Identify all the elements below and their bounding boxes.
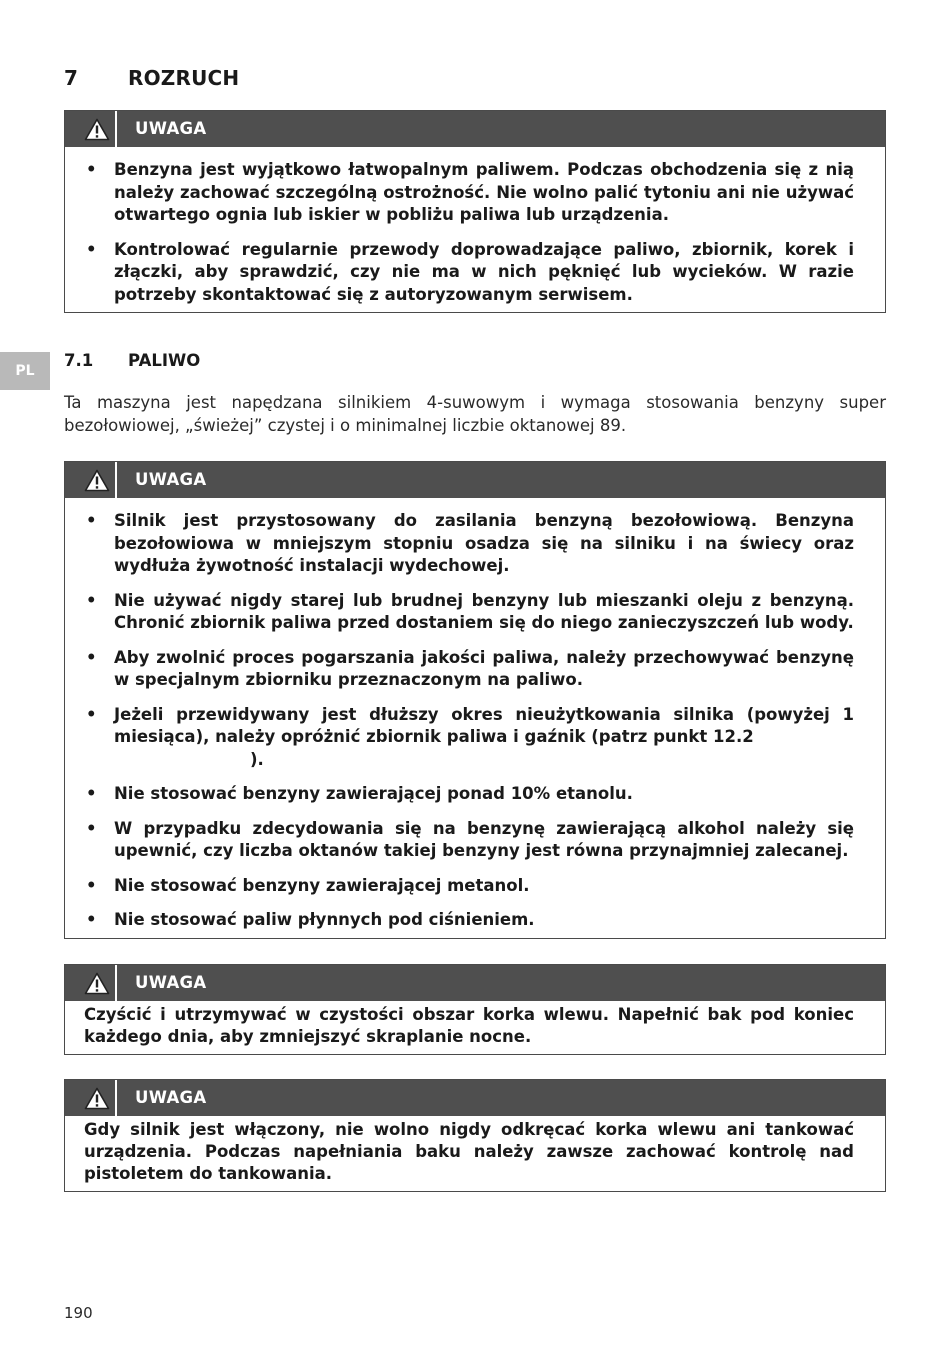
section-number: 7.1 [64, 351, 94, 370]
bullet: • [86, 910, 97, 929]
warning-box-header [65, 1080, 885, 1116]
bullet: • [86, 647, 97, 667]
list-item [84, 875, 854, 898]
warning-title: UWAGA [135, 470, 207, 489]
warning-text: Gdy silnik jest włączony, nie wolno nigdy odkręcać korka wlewu ani tankować urządzenia. Podczas napełniania baku należy zawsze zachować kontrolę nad pistoletem do tankowania. [84, 1120, 854, 1183]
header-divider [115, 1080, 117, 1116]
list-item [84, 510, 854, 578]
warning-title: UWAGA [135, 1088, 207, 1107]
list-item [84, 159, 854, 227]
warning-text: Czyścić i utrzymywać w czystości obszar korka wlewu. Napełnić bak pod koniec każdego dnia, aby zmniejszyć skraplanie nocne. [84, 1005, 854, 1046]
list-item-text: Nie używać nigdy starej lub brudnej benzyny lub mieszanki oleju z benzyną. Chronić zbiornik paliwa przed dostaniem się do niego zanieczyszczeń lub wody. [114, 590, 854, 632]
warning-triangle-icon [84, 469, 110, 492]
warning-box-body [65, 1001, 885, 1054]
list-item-text: W przypadku zdecydowania się na benzynę zawierającą alkohol należy się upewnić, czy liczba oktanów takiej benzyny jest równa przynajmniej zalecanej. [114, 818, 854, 860]
chapter-title: ROZRUCH [128, 66, 240, 90]
list-item-text: Silnik jest przystosowany do zasilania benzyną bezołowiową. Benzyna bezołowiowa w mniejszym stopniu osadza się na silniku i na świecy oraz wydłuża żywotność instalacji wydechowej. [114, 511, 854, 575]
warning-box-header [65, 965, 885, 1001]
section-heading [64, 351, 200, 370]
list-item-text: Kontrolować regularnie przewody doprowadzające paliwo, zbiornik, korek i złączki, aby sprawdzić, czy nie ma w nich pęknięć lub wycieków. W razie potrzeby skontaktować się z autoryzowanym serwisem. [114, 239, 854, 304]
header-divider [115, 111, 117, 147]
list-item-text: Jeżeli przewidywany jest dłuższy okres nieużytkowania silnika (powyżej 1 miesiąca), należy opróżnić zbiornik paliwa i gaźnik (patrz punkt 12.2 [114, 704, 854, 746]
bullet: • [86, 590, 97, 610]
list-item [84, 818, 854, 863]
bullet: • [86, 511, 97, 530]
warning-box [64, 110, 886, 313]
warning-box-header [65, 111, 885, 147]
list-item [84, 590, 854, 635]
warning-title: UWAGA [135, 119, 207, 138]
warning-triangle-icon [84, 972, 110, 995]
list-item-text: Nie stosować benzyny zawierającej ponad 10% etanolu. [114, 784, 633, 803]
bullet: • [86, 239, 97, 259]
page-number: 190 [64, 1304, 93, 1322]
warning-box-header [65, 462, 885, 498]
warning-triangle-icon [84, 118, 110, 141]
bullet: • [86, 160, 97, 179]
header-divider [115, 965, 117, 1001]
header-divider [115, 462, 117, 498]
list-item-tail: ). [250, 749, 264, 769]
warning-box [64, 1079, 886, 1192]
list-item-text: Benzyna jest wyjątkowo łatwopalnym paliwem. Podczas obchodzenia się z nią należy zachować szczególną ostrożność. Nie wolno palić tytoniu ani nie używać otwartego ognia lub iskier w pobliżu paliwa lub urządzenia. [114, 160, 854, 224]
list-item [84, 239, 854, 307]
list-item [84, 783, 854, 806]
warning-title: UWAGA [135, 973, 207, 992]
chapter-heading [64, 66, 239, 90]
warning-box [64, 461, 886, 939]
language-tab: PL [0, 352, 50, 390]
warning-box-body [65, 147, 885, 312]
warning-box [64, 964, 886, 1055]
bullet: • [86, 818, 97, 838]
list-item-text: Aby zwolnić proces pogarszania jakości paliwa, należy przechowywać benzynę w specjalnym zbiorniku przeznaczonym na paliwo. [114, 647, 854, 689]
bullet: • [86, 875, 97, 895]
list-item [84, 704, 854, 772]
warning-triangle-icon [84, 1087, 110, 1110]
section-title: PALIWO [128, 351, 201, 370]
bullet: • [86, 704, 97, 724]
list-item [84, 909, 854, 932]
list-item-text: Nie stosować benzyny zawierającej metanol. [114, 875, 530, 895]
warning-box-body [65, 1116, 885, 1191]
warning-box-body [65, 498, 885, 938]
section-paragraph: Ta maszyna jest napędzana silnikiem 4-suwowym i wymaga stosowania benzyny super bezołowiowej, „świeżej” czystej i o minimalnej liczbie oktanowej 89. [64, 393, 886, 435]
list-item [84, 647, 854, 692]
chapter-number: 7 [64, 66, 79, 90]
bullet: • [86, 784, 97, 803]
list-item-text: Nie stosować paliw płynnych pod ciśnieniem. [114, 910, 535, 929]
